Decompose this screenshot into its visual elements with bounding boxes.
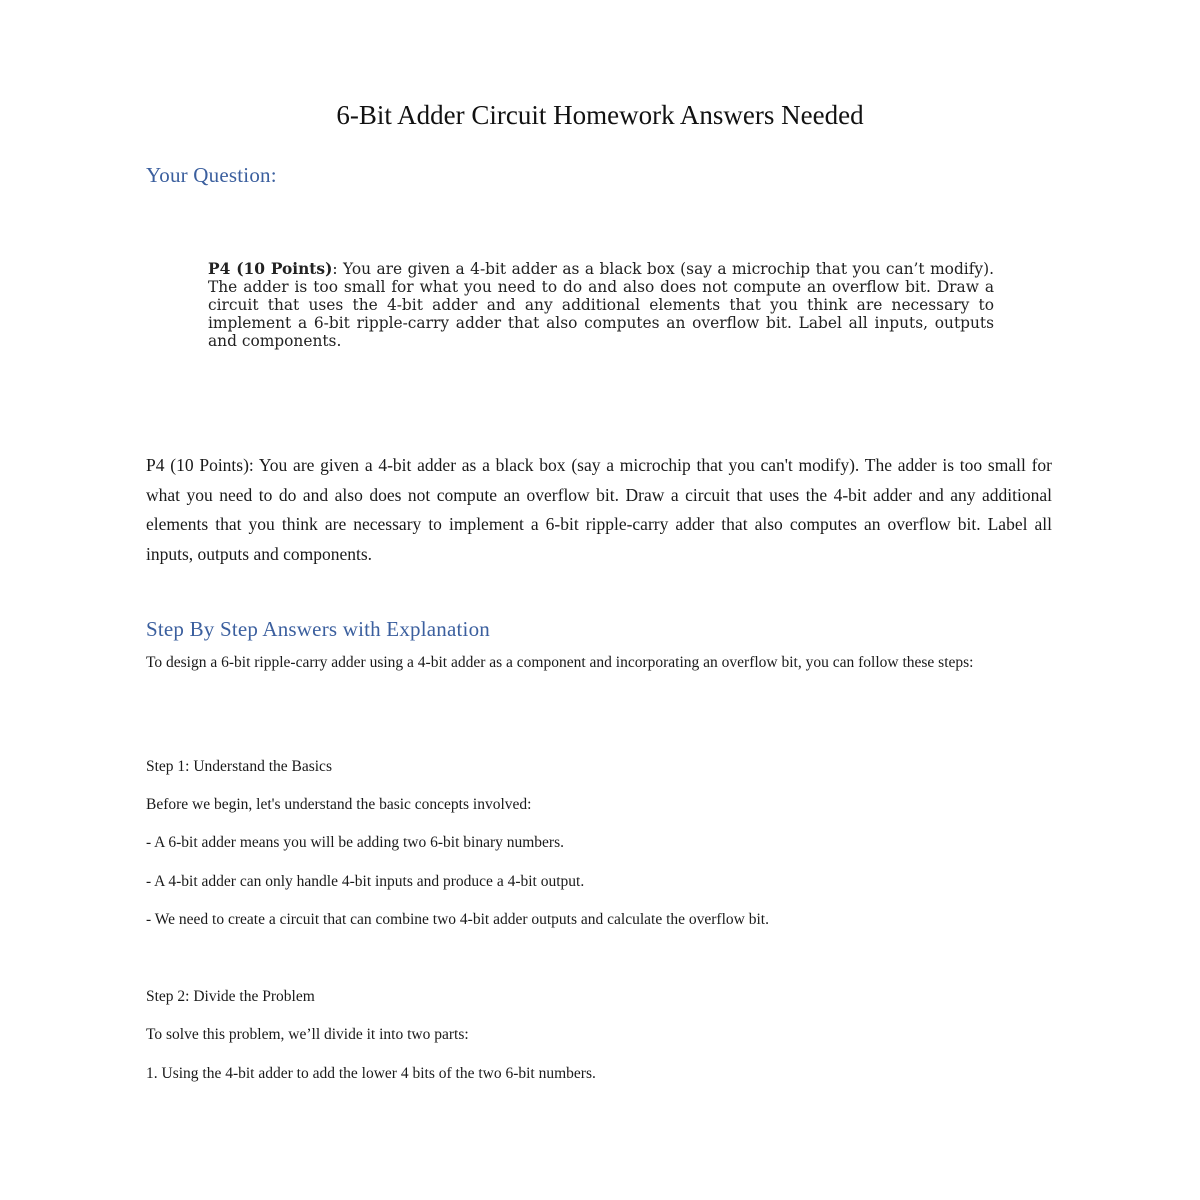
question-screenshot-text: : You are given a 4-bit adder as a black box (say a microchip that you can’t modify). The adder is too small for what you need to do and also does not compute an overflow bit. Draw a circuit that uses the 4-bit adder and any additional elements that you think are necessary to implement a 6-bit ripple-carry adder that also computes an overflow bit. Label all inputs, outputs and components. <box>208 260 994 350</box>
answers-heading: Step By Step Answers with Explanation <box>146 617 490 641</box>
step-1-lead: Before we begin, let's understand the basic concepts involved: <box>146 796 532 813</box>
step-2-title: Step 2: Divide the Problem <box>146 988 315 1005</box>
answer-intro: To design a 6-bit ripple-carry adder using a 4-bit adder as a component and incorporating an overflow bit, you can follow these steps: <box>146 654 974 671</box>
question-text: P4 (10 Points): You are given a 4-bit adder as a black box (say a microchip that you can't modify). The adder is too small for what you need to do and also does not compute an overflow bit. Draw a circuit that uses the 4-bit adder and any additional elements that you think are necessary to implement a 6-bit ripple-carry adder that also computes an overflow bit. Label all inputs, outputs and components. <box>146 455 1052 564</box>
question-screenshot-lead: P4 (10 Points) <box>208 260 333 278</box>
step-1-title: Step 1: Understand the Basics <box>146 758 332 775</box>
step-1-point: - A 4-bit adder can only handle 4-bit inputs and produce a 4-bit output. <box>146 873 585 890</box>
step-1-point: - We need to create a circuit that can combine two 4-bit adder outputs and calculate the overflow bit. <box>146 911 769 928</box>
step-2-lead: To solve this problem, we’ll divide it into two parts: <box>146 1026 469 1043</box>
document-title: 6-Bit Adder Circuit Homework Answers Needed <box>336 100 864 130</box>
question-heading: Your Question: <box>146 163 277 187</box>
step-1-point: - A 6-bit adder means you will be adding two 6-bit binary numbers. <box>146 834 564 851</box>
step-2-point: 1. Using the 4-bit adder to add the lower 4 bits of the two 6-bit numbers. <box>146 1065 596 1082</box>
question-screenshot <box>208 260 994 350</box>
